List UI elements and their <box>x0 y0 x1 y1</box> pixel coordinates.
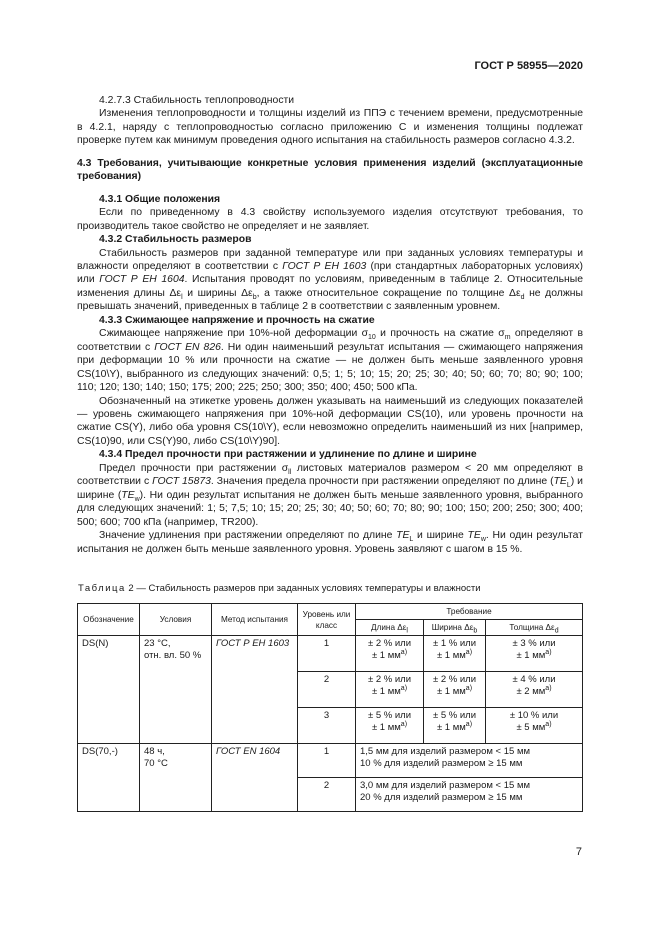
section-43-title: 4.3 Требования, учитывающие конкретные условия применения изделий (эксплуатационные требования) <box>77 157 583 183</box>
header-method: Метод испытания <box>212 604 298 636</box>
cell-thickness: ± 3 % или ± 1 $мм^{a)}$ <box>486 636 583 672</box>
cell-method: ГОСТ Р ЕН 1603 <box>212 636 298 744</box>
cell-conditions: 48 ч, 70 °С <box>140 744 212 812</box>
dimensional-stability-table <box>77 603 583 812</box>
cell-level: 1 <box>298 744 356 778</box>
header-length: Длина $\Delta\varepsilon_l$ <box>356 620 424 636</box>
header-thickness: Толщина $\Delta\varepsilon_d$ <box>486 620 583 636</box>
standard-code: ГОСТ Р 58955—2020 <box>474 60 583 72</box>
cell-length: ± 2 % или ± 1 $мм^{a)}$ <box>356 672 424 708</box>
section-432-text: Стабильность размеров при заданной температуре или при заданных условиях температуры и влажности определяют в соответствии с ГОСТ Р ЕН 1603 (при стандартных лабораторных условиях) или ГОСТ Р ЕН 1604. Испытания проводят по условиям, приведенным в таблице 2. Относительные изменения длины $\Delta\varepsilon_l$ и ширины $\Delta\varepsilon_b$, а также относительное сокращение по толщине $\Delta\varepsilon_d$ не должны превышать значений, приведенных в таблице 2 в соответствии с заявленным уровнем. <box>77 247 584 313</box>
cell-length: ± 5 % или ± 1 $мм^{a)}$ <box>356 708 424 744</box>
header-designation: Обозначение <box>78 604 140 636</box>
section-433-title: 4.3.3 Сжимающее напряжение и прочность на сжатие <box>99 314 375 326</box>
body-text <box>77 94 583 556</box>
section-434-text-2: Значение удлинения при растяжении определяют по длине $TE_L$ и ширине $TE_w$. Ни один результат испытания не должен быть меньше заявленного уровня. Уровень заявляют с шагом в 15 %. <box>77 530 583 555</box>
section-432-title: 4.3.2 Стабильность размеров <box>99 234 252 246</box>
cell-designation: DS(70,-) <box>78 744 140 812</box>
section-434-title: 4.3.4 Предел прочности при растяжении и удлинение по длине и ширине <box>99 449 477 461</box>
cell-requirement: 1,5 мм для изделий размером < 15 мм 10 % для изделий размером ≥ 15 мм <box>356 744 583 778</box>
cell-width: ± 1 % или ± 1 $мм^{a)}$ <box>424 636 486 672</box>
section-4273-text: Изменения теплопроводности и толщины изделий из ППЭ с течением времени, предусмотренные в 4.2.1, наряду с теплопроводностью согласно приложению С и изменения толщины подлежат проверке путем как минимум проведения одного испытания на стабильность размеров согласно 4.3.2. <box>77 108 583 147</box>
section-431-text: Если по приведенному в 4.3 свойству используемого изделия отсутствуют требования, то производитель такое свойство не определяет и не заявляет. <box>77 207 583 232</box>
header-requirement: Требование <box>356 604 583 620</box>
table-row <box>78 744 583 778</box>
cell-length: ± 2 % или ± 1 $мм^{a)}$ <box>356 636 424 672</box>
cell-thickness: ± 10 % или ± 5 $мм^{a)}$ <box>486 708 583 744</box>
cell-thickness: ± 4 % или ± 2 $мм^{a)}$ <box>486 672 583 708</box>
page-number: 7 <box>575 846 582 858</box>
section-433-text-2: Обозначенный на этикетке уровень должен указывать на наименьший из следующих показателей — уровень сжимающего напряжения при 10%-ной деформации CS(10), или уровень прочности на сжатие CS(Y), либо оба уровня CS(10\Y), если невозможно определить наименьший из них [например, CS(10)90, или CS(Y)90, либо CS(10\Y)90]. <box>77 395 583 447</box>
cell-requirement: 3,0 мм для изделий размером < 15 мм 20 % для изделий размером ≥ 15 мм <box>356 778 583 812</box>
cell-level: 3 <box>298 708 356 744</box>
cell-level: 2 <box>298 672 356 708</box>
cell-conditions: 23 °С, отн. вл. 50 % <box>140 636 212 744</box>
cell-width: ± 5 % или ± 1 $мм^{a)}$ <box>424 708 486 744</box>
cell-designation: DS(N) <box>78 636 140 744</box>
section-4273-title: 4.2.7.3 Стабильность теплопроводности <box>99 95 295 106</box>
header-width: Ширина $\Delta\varepsilon_b$ <box>424 620 486 636</box>
cell-method: ГОСТ EN 1604 <box>212 744 298 812</box>
cell-level: 2 <box>298 778 356 812</box>
header-level: Уровень или класс <box>298 604 356 636</box>
cell-level: 1 <box>298 636 356 672</box>
table-caption: Таблица 2 — Стабильность размеров при заданных условиях температуры и влажности <box>78 583 481 594</box>
header-conditions: Условия <box>140 604 212 636</box>
table-header-row <box>78 604 583 620</box>
section-431-title: 4.3.1 Общие положения <box>99 193 221 205</box>
table-row <box>78 636 583 672</box>
section-433-text: Сжимающее напряжение при 10%-ной деформации $\sigma_{10}$ и прочность на сжатие $\sigma_m$ определяют в соответствии с ГОСТ EN 826. Ни один наименьший результат испытания — сжимающего напряжения при деформации 10 % или прочности на сжатие — не должен быть меньше заявленного уровня CS(10\Y), выбранного из следующих значений: 0,5; 1; 5; 10; 15; 20; 25; 30; 40; 50; 60; 70; 80; 90; 100; 110; 120; 130; 140; 150; 175; 200; 225; 250; 300; 350; 400; 450; 500 кПа. <box>77 328 583 394</box>
section-434-text: Предел прочности при растяжении $\sigma_{ll}$ листовых материалов размером < 20 мм определяют в соответствии с ГОСТ 15873. Значения предела прочности при растяжении определяют по длине $(TE_L)$ и ширине $(TE_w)$. Ни один результат испытания не должен быть меньше заявленного уровня, выбранного для следующих значений: 1; 5; 7,5; 10; 15; 20; 25; 30; 40; 50; 60; 70; 80; 90; 100; 150; 200; 250; 300; 400; 500; 600; 700 кПа (например, TR200). <box>77 462 583 528</box>
cell-width: ± 2 % или ± 1 $мм^{a)}$ <box>424 672 486 708</box>
